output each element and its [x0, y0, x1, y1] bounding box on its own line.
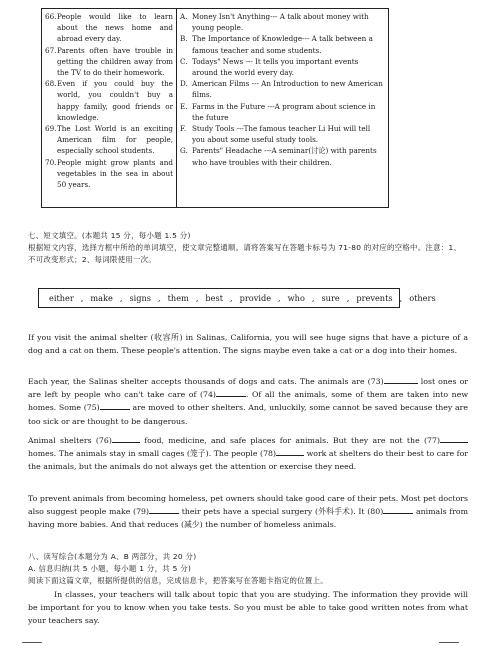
section8-paragraph: In classes, your teachers will talk about topic that you are studying. The information they provide will be important for you to know when you take tests. So you must be able to take good written notes from what your teachers say.: [28, 590, 468, 626]
question-item: 67. Parents often have trouble in getting the children away from the TV to do their homework.: [45, 45, 173, 78]
section8-heading: 八、读写综合(本题分为 A、B 两部分，共 20 分): [28, 552, 197, 561]
blank-75[interactable]: [100, 401, 130, 410]
word-bank-item: either: [49, 293, 74, 303]
option-item: D. American Films --- An Introduction to new American films.: [180, 79, 383, 100]
passage-paragraph-2: Each year, the Salinas shelter accepts thousands of dogs and cats. The animals are (73) lost ones or are left by people who can't take care of (74) . Of all the animals, some of them are taken into new homes. Some (75) are moved to other shelters. And, unluckily, some cannot be saved because they are too sick or are thought to be dangerous.: [28, 377, 468, 426]
passage-paragraph-1: If you visit the animal shelter (收容所) in Salinas, California, you will see huge signs that have a picture of a dog and a cat on them. These people's attention. The signs maybe even take a cat or a dog into their homes.: [28, 333, 468, 356]
blank-78[interactable]: [276, 447, 304, 456]
option-item: A. Money Isn't Anything--- A talk about money with young people.: [180, 12, 369, 33]
option-item: F. Study Tools ---The famous teacher Li Hui will tell you about some useful study tools.: [180, 124, 371, 145]
section8-part-a: A. 信息归纳(共 5 小题，每小题 1 分，共 5 分): [28, 564, 192, 573]
question-item: 69. The Lost World is an exciting American film for people, especially school students.: [45, 124, 173, 156]
blank-73[interactable]: [384, 375, 418, 384]
footer-rule-left: [22, 642, 42, 643]
question-item: 70. People might grow plants and vegetables in the sea in about 50 years.: [45, 157, 173, 190]
word-bank-item: prevents: [356, 293, 393, 303]
blank-74[interactable]: [216, 388, 246, 397]
footer-rule-right: [439, 642, 459, 643]
word-bank-item: best: [205, 293, 224, 303]
word-bank-item: who: [287, 293, 305, 303]
blank-79[interactable]: [149, 505, 179, 514]
word-bank-item: them: [167, 293, 189, 303]
question-item: 68. Even if you could buy the world, you couldn't buy a happy family, good friends or knowledge.: [45, 79, 173, 122]
word-bank-item: signs: [129, 293, 152, 303]
blank-76[interactable]: [112, 434, 140, 443]
option-item: E. Farms in the Future ---A program about science in the future: [180, 101, 376, 122]
word-bank-item: provide: [239, 293, 272, 303]
section7-heading: 七、短文填空。(本题共 15 分，每小题 1.5 分): [28, 231, 191, 240]
word-bank-box: either , make , signs , them , best , provide , who , sure , prevents , others: [38, 288, 400, 308]
matching-table: [41, 8, 389, 208]
section8-instructions: 阅读下面这篇文章，根据所提供的信息，完成信息卡，把答案写在答题卡指定的位置上。: [28, 576, 328, 585]
passage-paragraph-3: Animal shelters (76) food, medicine, and safe places for animals. But they are not the (77) homes. The animals stay in small cages (笼子). The people (78) work at shelters do their best to care for the animals, but the animals do not always get the attention or exercise they need.: [28, 436, 468, 472]
passage-paragraph-4: To prevent animals from becoming homeless, pet owners should take good care of their pets. Most pet doctors also suggest people make (79) their pets have a special surgery (外科手术). It (80) animals from having more babies. And that reduces (减少) the number of homeless animals.: [28, 494, 469, 530]
matching-questions-column: [42, 9, 177, 207]
option-item: C. Todays" News --- It tells you important events around the world every day.: [180, 56, 359, 78]
word-bank-item: sure: [321, 293, 340, 303]
blank-80[interactable]: [383, 505, 413, 514]
section7-instructions: 根据短文内容，选择方框中所给的单词填空，使文章完整通顺。请将答案写在答题卡标号为 71-80 的对应的空格中。注意：1、不可改变形式；2、每词限使用一次。: [28, 243, 462, 264]
blank-77[interactable]: [440, 434, 468, 443]
option-item: B. The Importance of Knowledge--- A talk between a famous teacher and some students.: [180, 34, 373, 55]
question-item: 66. People would like to learn about the news home and abroad every day.: [45, 12, 173, 44]
option-item: G. Parents" Headache ---A seminar(讨论) with parents who have troubles with their children.: [180, 146, 377, 167]
matching-options-column: [177, 9, 388, 207]
word-bank-item: make: [90, 293, 113, 303]
word-bank-item: others: [409, 293, 436, 303]
